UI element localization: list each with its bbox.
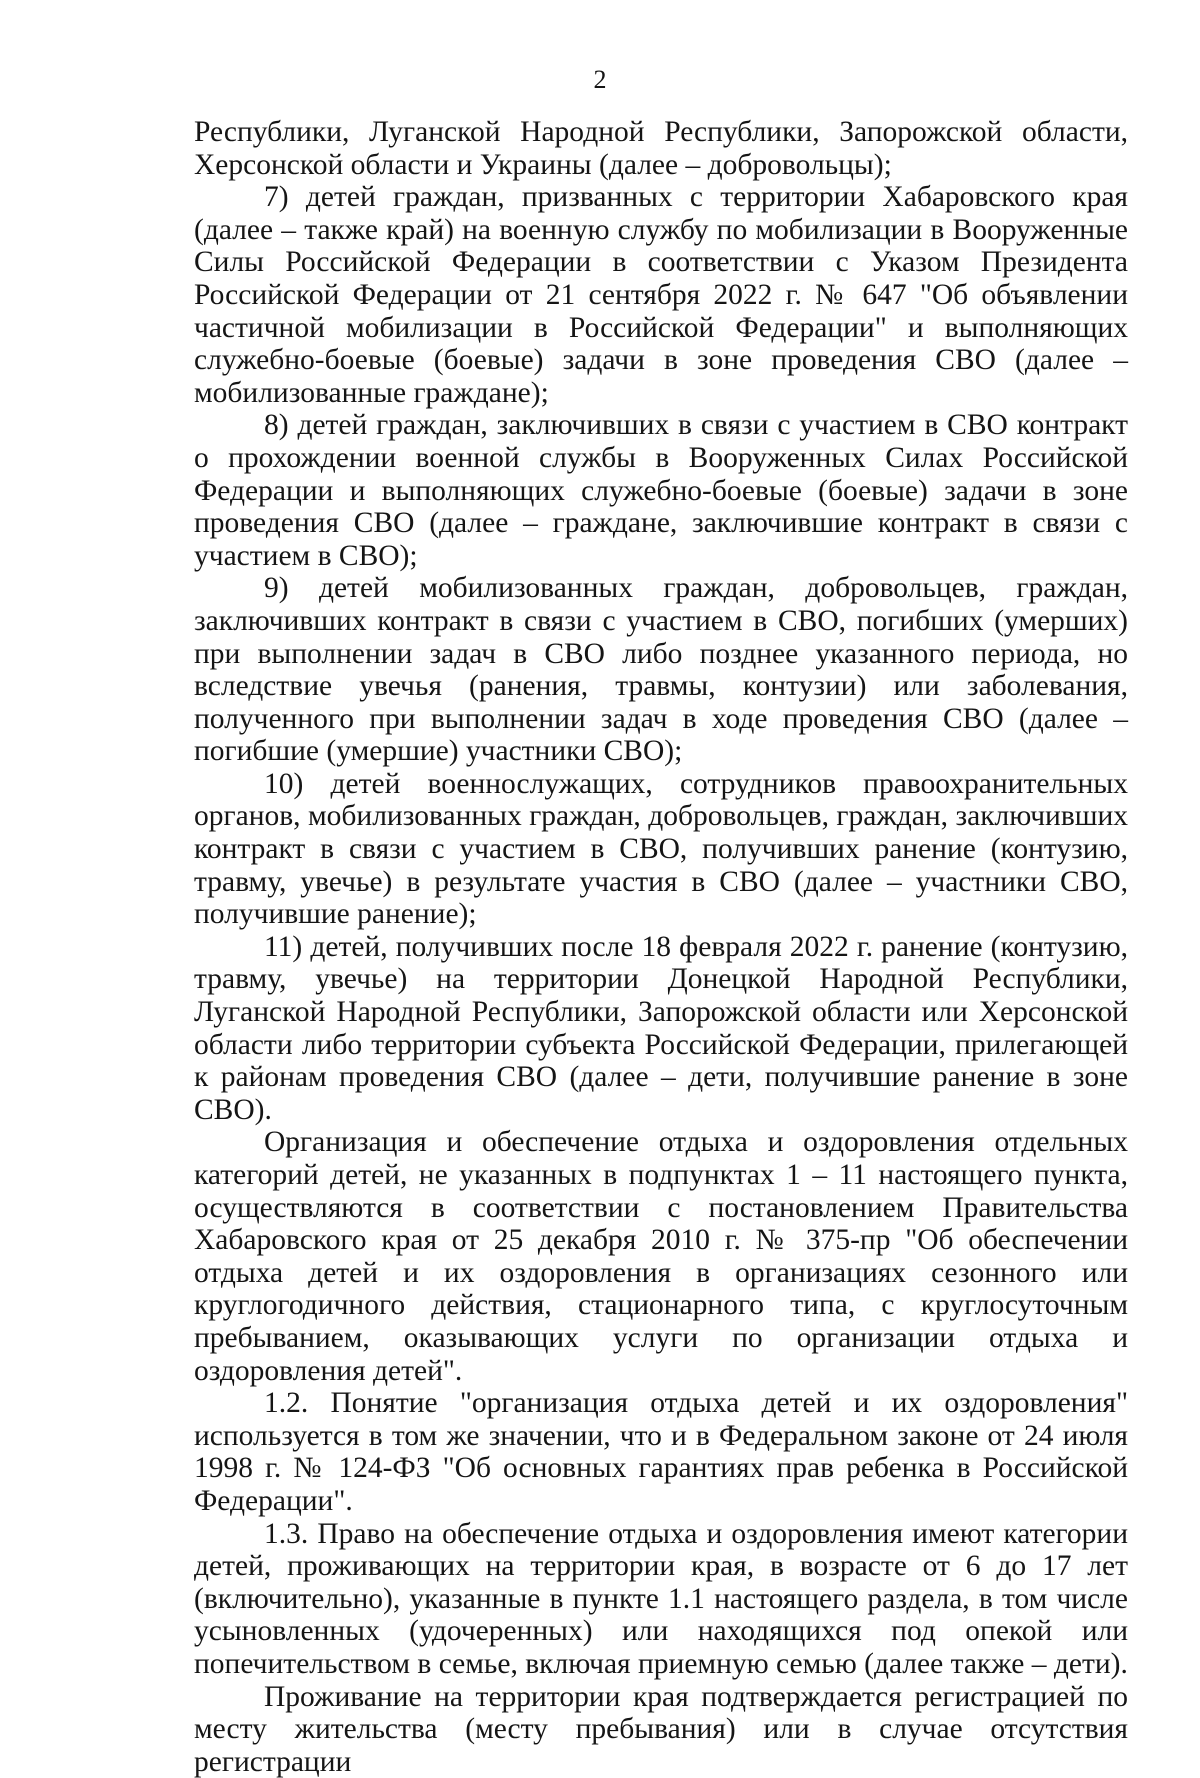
paragraph-1-2: 1.2. Понятие "организация отдыха детей и их оздоровления" используется в том же значении, что и в Федеральном законе от 24 июля 1998 г. № 124-ФЗ "Об основных гарантиях прав ребенка в Российской Федерации". (194, 1387, 1128, 1517)
paragraph-item-7: 7) детей граждан, призванных с территории Хабаровского края (далее – также край) на военную службу по мобилизации в Вооруженные Силы Российской Федерации в соответствии с Указом Президента Российской Федерации от 21 сентября 2022 г. № 647 "Об объявлении частичной мобилизации в Российской Федерации" и выполняющих служебно-боевые (боевые) задачи в зоне проведения СВО (далее – мобилизованные граждане); (194, 181, 1128, 409)
paragraph-other-categories: Организация и обеспечение отдыха и оздоровления отдельных категорий детей, не указанных в подпунктах 1 – 11 настоящего пункта, осуществляются в соответствии с постановлением Правительства Хабаровского края от 25 декабря 2010 г. № 375-пр "Об обеспечении отдыха детей и их оздоровления в организациях сезонного или круглогодичного действия, стационарного типа, с круглосуточным пребыванием, оказывающих услуги по организации отдыха и оздоровления детей". (194, 1126, 1128, 1387)
paragraph-1-3: 1.3. Право на обеспечение отдыха и оздоровления имеют категории детей, проживающих на территории края, в возрасте от 6 до 17 лет (включительно), указанные в пункте 1.1 настоящего раздела, в том числе усыновленных (удочеренных) или находящихся под опекой или попечительством в семье, включая приемную семью (далее также – дети). (194, 1518, 1128, 1681)
paragraph-continuation: Республики, Луганской Народной Республики, Запорожской области, Херсонской области и Украины (далее – добровольцы); (194, 116, 1128, 181)
paragraph-item-11: 11) детей, получивших после 18 февраля 2022 г. ранение (контузию, травму, увечье) на территории Донецкой Народной Республики, Луганской Народной Республики, Запорожской области или Херсонской области либо территории субъекта Российской Федерации, прилегающей к районам проведения СВО (далее – дети, получившие ранение в зоне СВО). (194, 931, 1128, 1127)
paragraph-item-9: 9) детей мобилизованных граждан, добровольцев, граждан, заключивших контракт в связи с участием в СВО, погибших (умерших) при выполнении задач в СВО либо позднее указанного периода, но вследствие увечья (ранения, травмы, контузии) или заболевания, полученного при выполнении задач в ходе проведения СВО (далее – погибшие (умершие) участники СВО); (194, 572, 1128, 768)
paragraph-residence: Проживание на территории края подтверждается регистрацией по месту жительства (месту пребывания) или в случае отсутствия регистрации (194, 1681, 1128, 1778)
paragraph-item-8: 8) детей граждан, заключивших в связи с участием в СВО контракт о прохождении военной службы в Вооруженных Силах Российской Федерации и выполняющих служебно-боевые (боевые) задачи в зоне проведения СВО (далее – граждане, заключившие контракт в связи с участием в СВО); (194, 409, 1128, 572)
page-number: 2 (0, 64, 1200, 96)
document-body (194, 116, 1128, 1778)
paragraph-item-10: 10) детей военнослужащих, сотрудников правоохранительных органов, мобилизованных граждан, добровольцев, граждан, заключивших контракт в связи с участием в СВО, получивших ранение (контузию, травму, увечье) в результате участия в СВО (далее – участники СВО, получившие ранение); (194, 768, 1128, 931)
